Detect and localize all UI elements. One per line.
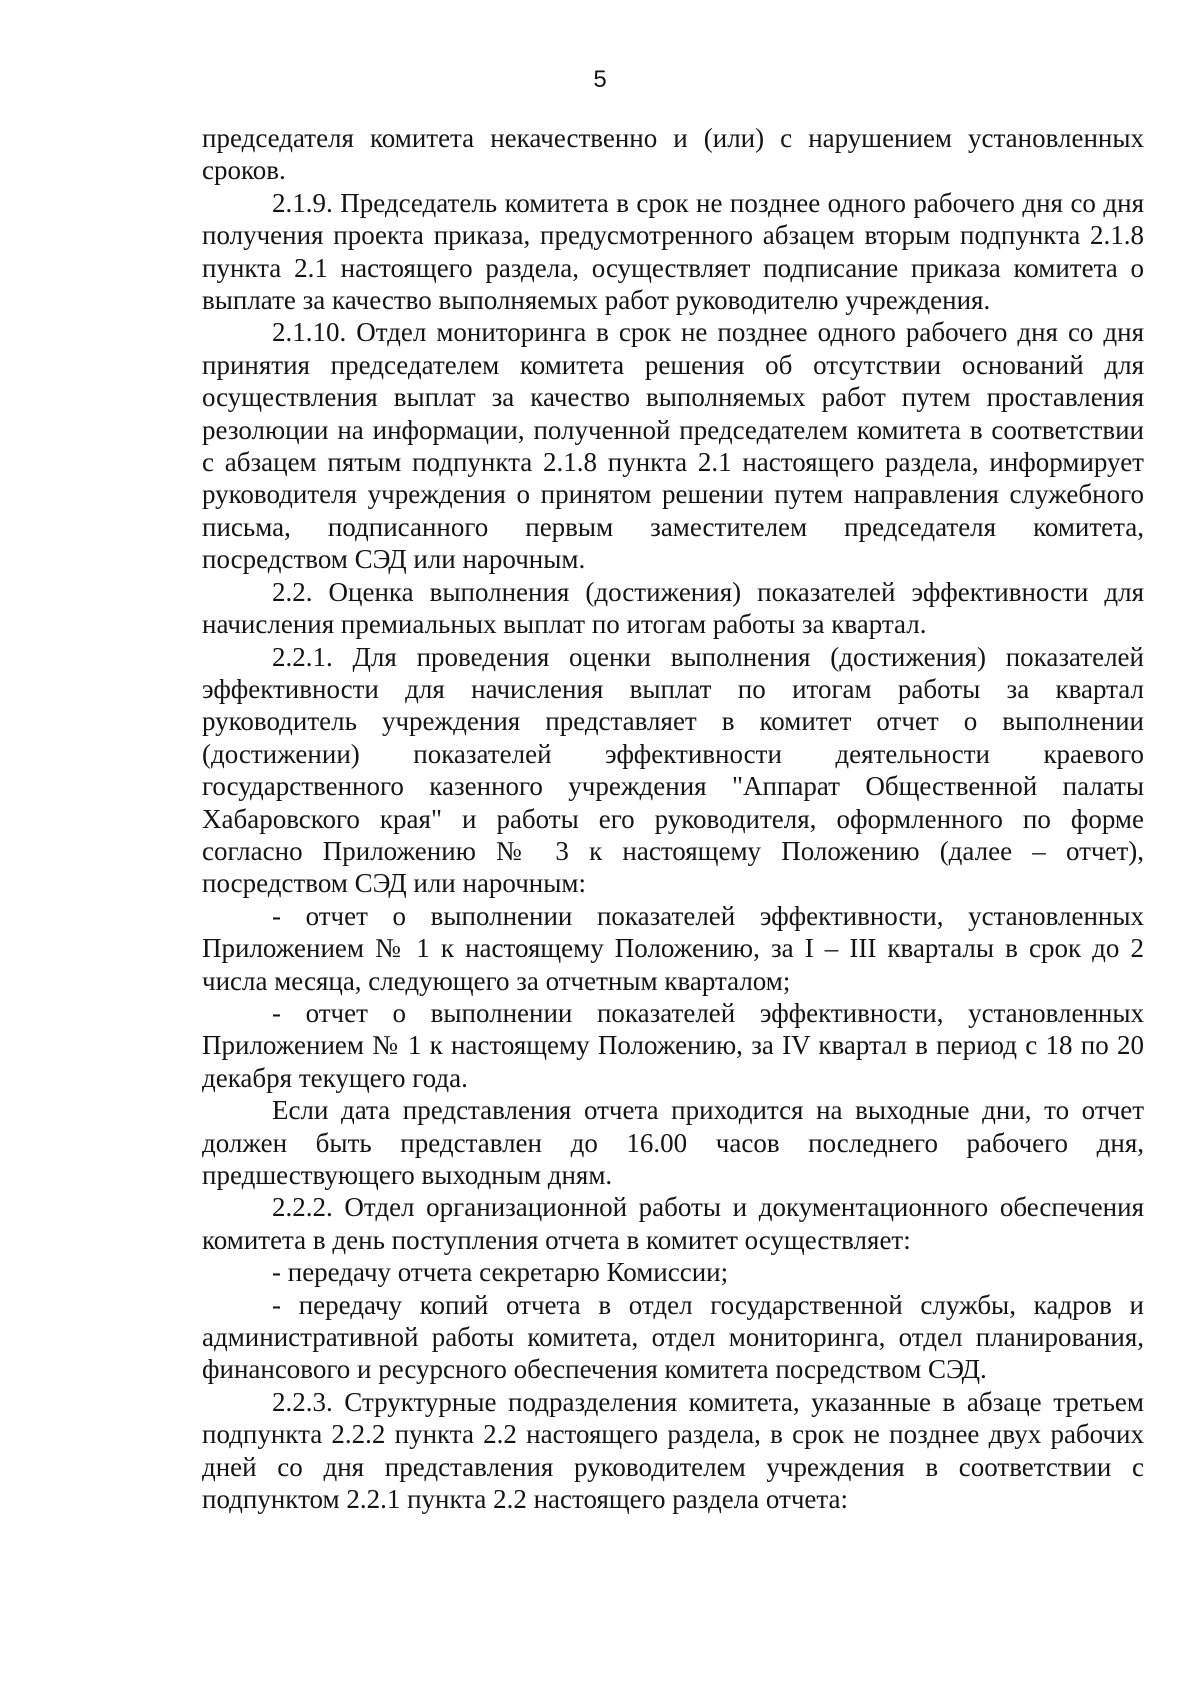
paragraph-2-1-10: 2.1.10. Отдел мониторинга в срок не позднее одного рабочего дня со дня принятия председателем комитета решения об отсутствии оснований для осуществления выплат за качество выполняемых работ путем проставления резолюции на информации, полученной председателем комитета в соответствии с абзацем пятым подпункта 2.1.8 пункта 2.1 настоящего раздела, информирует руководителя учреждения о принятом решении путем направления служебного письма, подписанного первым заместителем председателя комитета, посредством СЭД или нарочным. — [202, 317, 1144, 575]
list-item-secretary: - передачу отчета секретарю Комиссии; — [272, 1257, 729, 1288]
paragraph-2-1-9: 2.1.9. Председатель комитета в срок не позднее одного рабочего дня со дня получения проекта приказа, предусмотренного абзацем вторым подпункта 2.1.8 пункта 2.1 настоящего раздела, осуществляет подписание приказа комитета о выплате за качество выполняемых работ руководителю учреждения. — [202, 187, 1144, 316]
paragraph-2-2-2: 2.2.2. Отдел организационной работы и документационного обеспечения комитета в день поступления отчета в комитет осуществляет: — [202, 1192, 1144, 1255]
paragraph-2-2-3: 2.2.3. Структурные подразделения комитета, указанные в абзаце третьем подпункта 2.2.2 пункта 2.2 настоящего раздела, в срок не позднее двух рабочих дней со дня представления руководителем учреждения в соответствии с подпунктом 2.2.1 пункта 2.2 настоящего раздела отчета: — [202, 1386, 1144, 1515]
paragraph-continuation: председателя комитета некачественно и (или) с нарушением установленных сроков. — [202, 123, 1144, 186]
list-item-report-q1-q3: - отчет о выполнении показателей эффективности, установленных Приложением № 1 к настоящему Положению, за I – III кварталы в срок до 2 числа месяца, следующего за отчетным кварталом; — [202, 900, 1144, 996]
paragraph-weekend-rule: Если дата представления отчета приходится на выходные дни, то отчет должен быть представлен до 16.00 часов последнего рабочего дня, предшествующего выходным дням. — [202, 1095, 1144, 1190]
paragraph-2-2: 2.2. Оценка выполнения (достижения) показателей эффективности для начисления премиальных выплат по итогам работы за квартал. — [202, 576, 1144, 640]
paragraph-2-2-1: 2.2.1. Для проведения оценки выполнения (достижения) показателей эффективности для начисления выплат по итогам работы за квартал руководитель учреждения представляет в комитет отчет о выполнении (достижении) показателей эффективности деятельности краевого государственного казенного учреждения "Аппарат Общественной палаты Хабаровского края" и работы его руководителя, оформленного по форме согласно Приложению № 3 к настоящему Положению (далее – отчет), посредством СЭД или нарочным: — [202, 641, 1144, 899]
list-item-report-q4: - отчет о выполнении показателей эффективности, установленных Приложением № 1 к настоящему Положению, за IV квартал в период с 18 по 20 декабря текущего года. — [202, 997, 1144, 1093]
list-item-copies: - передачу копий отчета в отдел государственной службы, кадров и административной работы комитета, отдел мониторинга, отдел планирования, финансового и ресурсного обеспечения комитета посредством СЭД. — [202, 1289, 1144, 1385]
document-body — [202, 122, 1144, 1515]
page-number: 5 — [593, 66, 607, 93]
